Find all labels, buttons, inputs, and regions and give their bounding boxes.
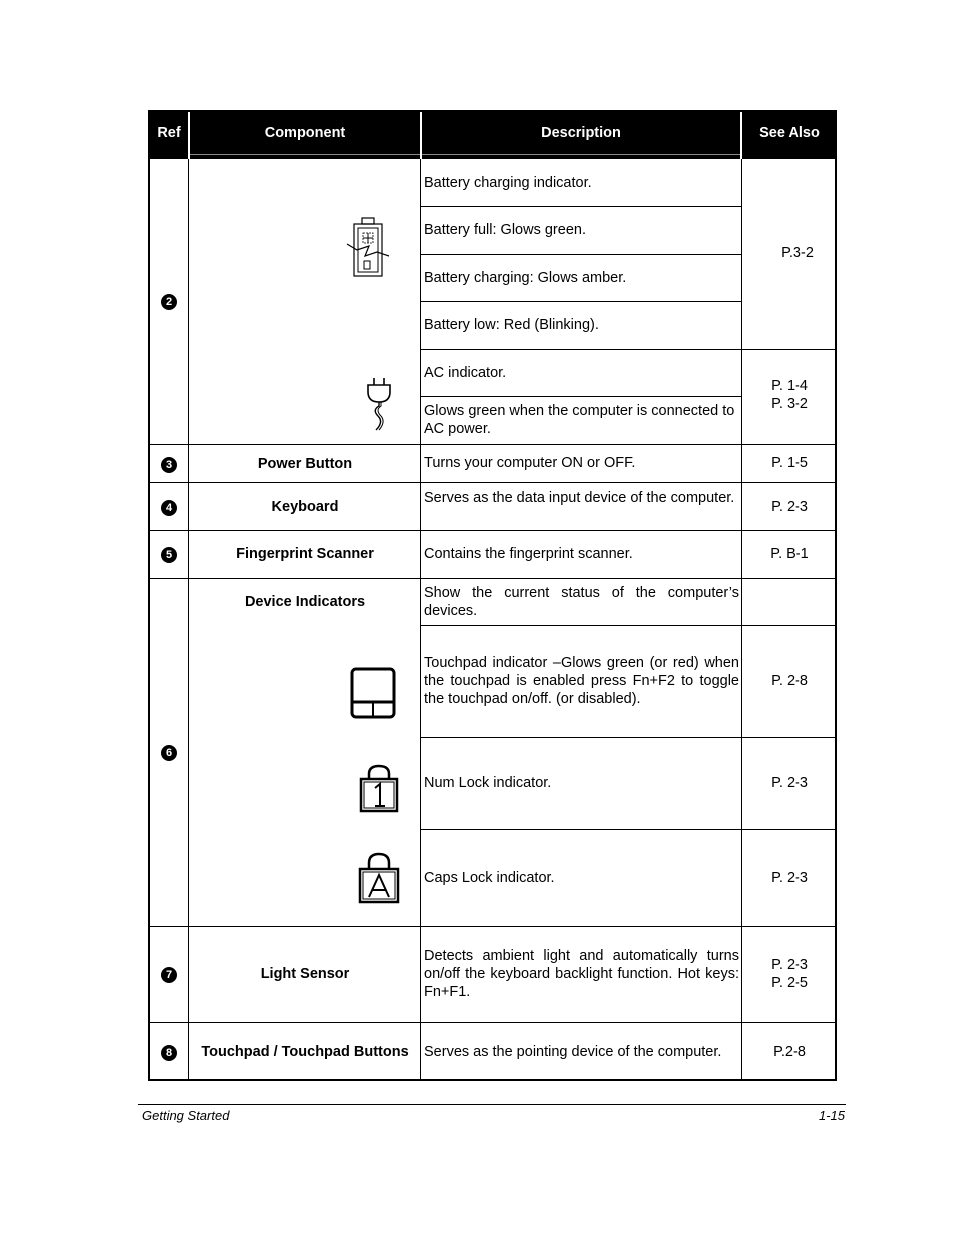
see-also-battery: P.3-2 — [781, 245, 814, 261]
footer-page-number: 1-15 — [818, 1108, 845, 1123]
component-fingerprint-scanner: Fingerprint Scanner — [236, 546, 374, 562]
desc-power-button: Turns your computer ON or OFF. — [424, 455, 636, 471]
desc-device-indicators: Show the current status of the computer’s devices. — [424, 585, 739, 619]
ac-plug-icon — [364, 376, 394, 437]
component-keyboard: Keyboard — [271, 499, 339, 515]
desc-touchpad-indicator: Touchpad indicator –Glows green (or red) when the touchpad is enabled press Fn+F2 to toggle the touchpad on/off. (or disabled). — [424, 655, 739, 707]
ref-4: 4 — [150, 498, 188, 516]
see-also-num-lock: P. 2-3 — [771, 775, 808, 791]
component-device-indicators: Device Indicators — [244, 594, 366, 610]
footer-divider — [138, 1104, 846, 1105]
see-also-touchpad-indicator: P. 2-8 — [771, 673, 808, 689]
num-lock-icon — [358, 763, 400, 818]
desc-keyboard: Serves as the data input device of the computer. — [424, 490, 735, 506]
battery-icon — [345, 216, 391, 283]
ref-3: 3 — [150, 455, 188, 473]
component-touchpad-buttons: Touchpad / Touchpad Buttons — [201, 1044, 409, 1060]
header-description: Description — [422, 112, 740, 159]
desc-ac-glows-green: Glows green when the computer is connected to AC power. — [424, 403, 735, 437]
desc-caps-lock: Caps Lock indicator. — [424, 870, 555, 886]
see-also-light-sensor: P. 2-3 P. 2-5 — [771, 957, 808, 991]
see-also-ac: P. 1-4 P. 3-2 — [771, 378, 808, 412]
caps-lock-icon — [357, 851, 401, 910]
see-also-fingerprint-scanner: P. B-1 — [770, 546, 809, 562]
see-also-caps-lock: P. 2-3 — [771, 870, 808, 886]
desc-battery-charging: Battery charging: Glows amber. — [424, 270, 627, 286]
component-table — [148, 110, 837, 1081]
see-also-touchpad-buttons: P.2-8 — [773, 1044, 806, 1060]
header-see-also: See Also — [742, 112, 837, 159]
desc-light-sensor: Detects ambient light and automatically turns on/off the keyboard backlight function. Hot keys: Fn+F1. — [424, 948, 739, 1000]
desc-num-lock: Num Lock indicator. — [424, 775, 552, 791]
desc-fingerprint-scanner: Contains the fingerprint scanner. — [424, 546, 633, 562]
see-also-power-button: P. 1-5 — [771, 455, 808, 471]
ref-5: 5 — [150, 545, 188, 563]
see-also-keyboard: P. 2-3 — [771, 499, 808, 515]
desc-touchpad-buttons: Serves as the pointing device of the computer. — [424, 1044, 722, 1060]
desc-battery-full: Battery full: Glows green. — [424, 222, 586, 238]
ref-6: 6 — [150, 743, 188, 761]
footer-chapter-title: Getting Started — [142, 1108, 230, 1123]
component-light-sensor: Light Sensor — [260, 966, 350, 982]
ref-2: 2 — [150, 292, 188, 310]
touchpad-icon — [349, 666, 397, 725]
desc-ac-indicator: AC indicator. — [424, 365, 507, 381]
desc-battery-low: Battery low: Red (Blinking). — [424, 317, 599, 333]
ref-7: 7 — [150, 965, 188, 983]
desc-battery-charging-indicator: Battery charging indicator. — [424, 175, 592, 191]
header-component: Component — [190, 112, 420, 159]
ref-8: 8 — [150, 1043, 188, 1061]
header-ref: Ref — [150, 112, 188, 159]
component-power-button: Power Button — [257, 456, 353, 472]
